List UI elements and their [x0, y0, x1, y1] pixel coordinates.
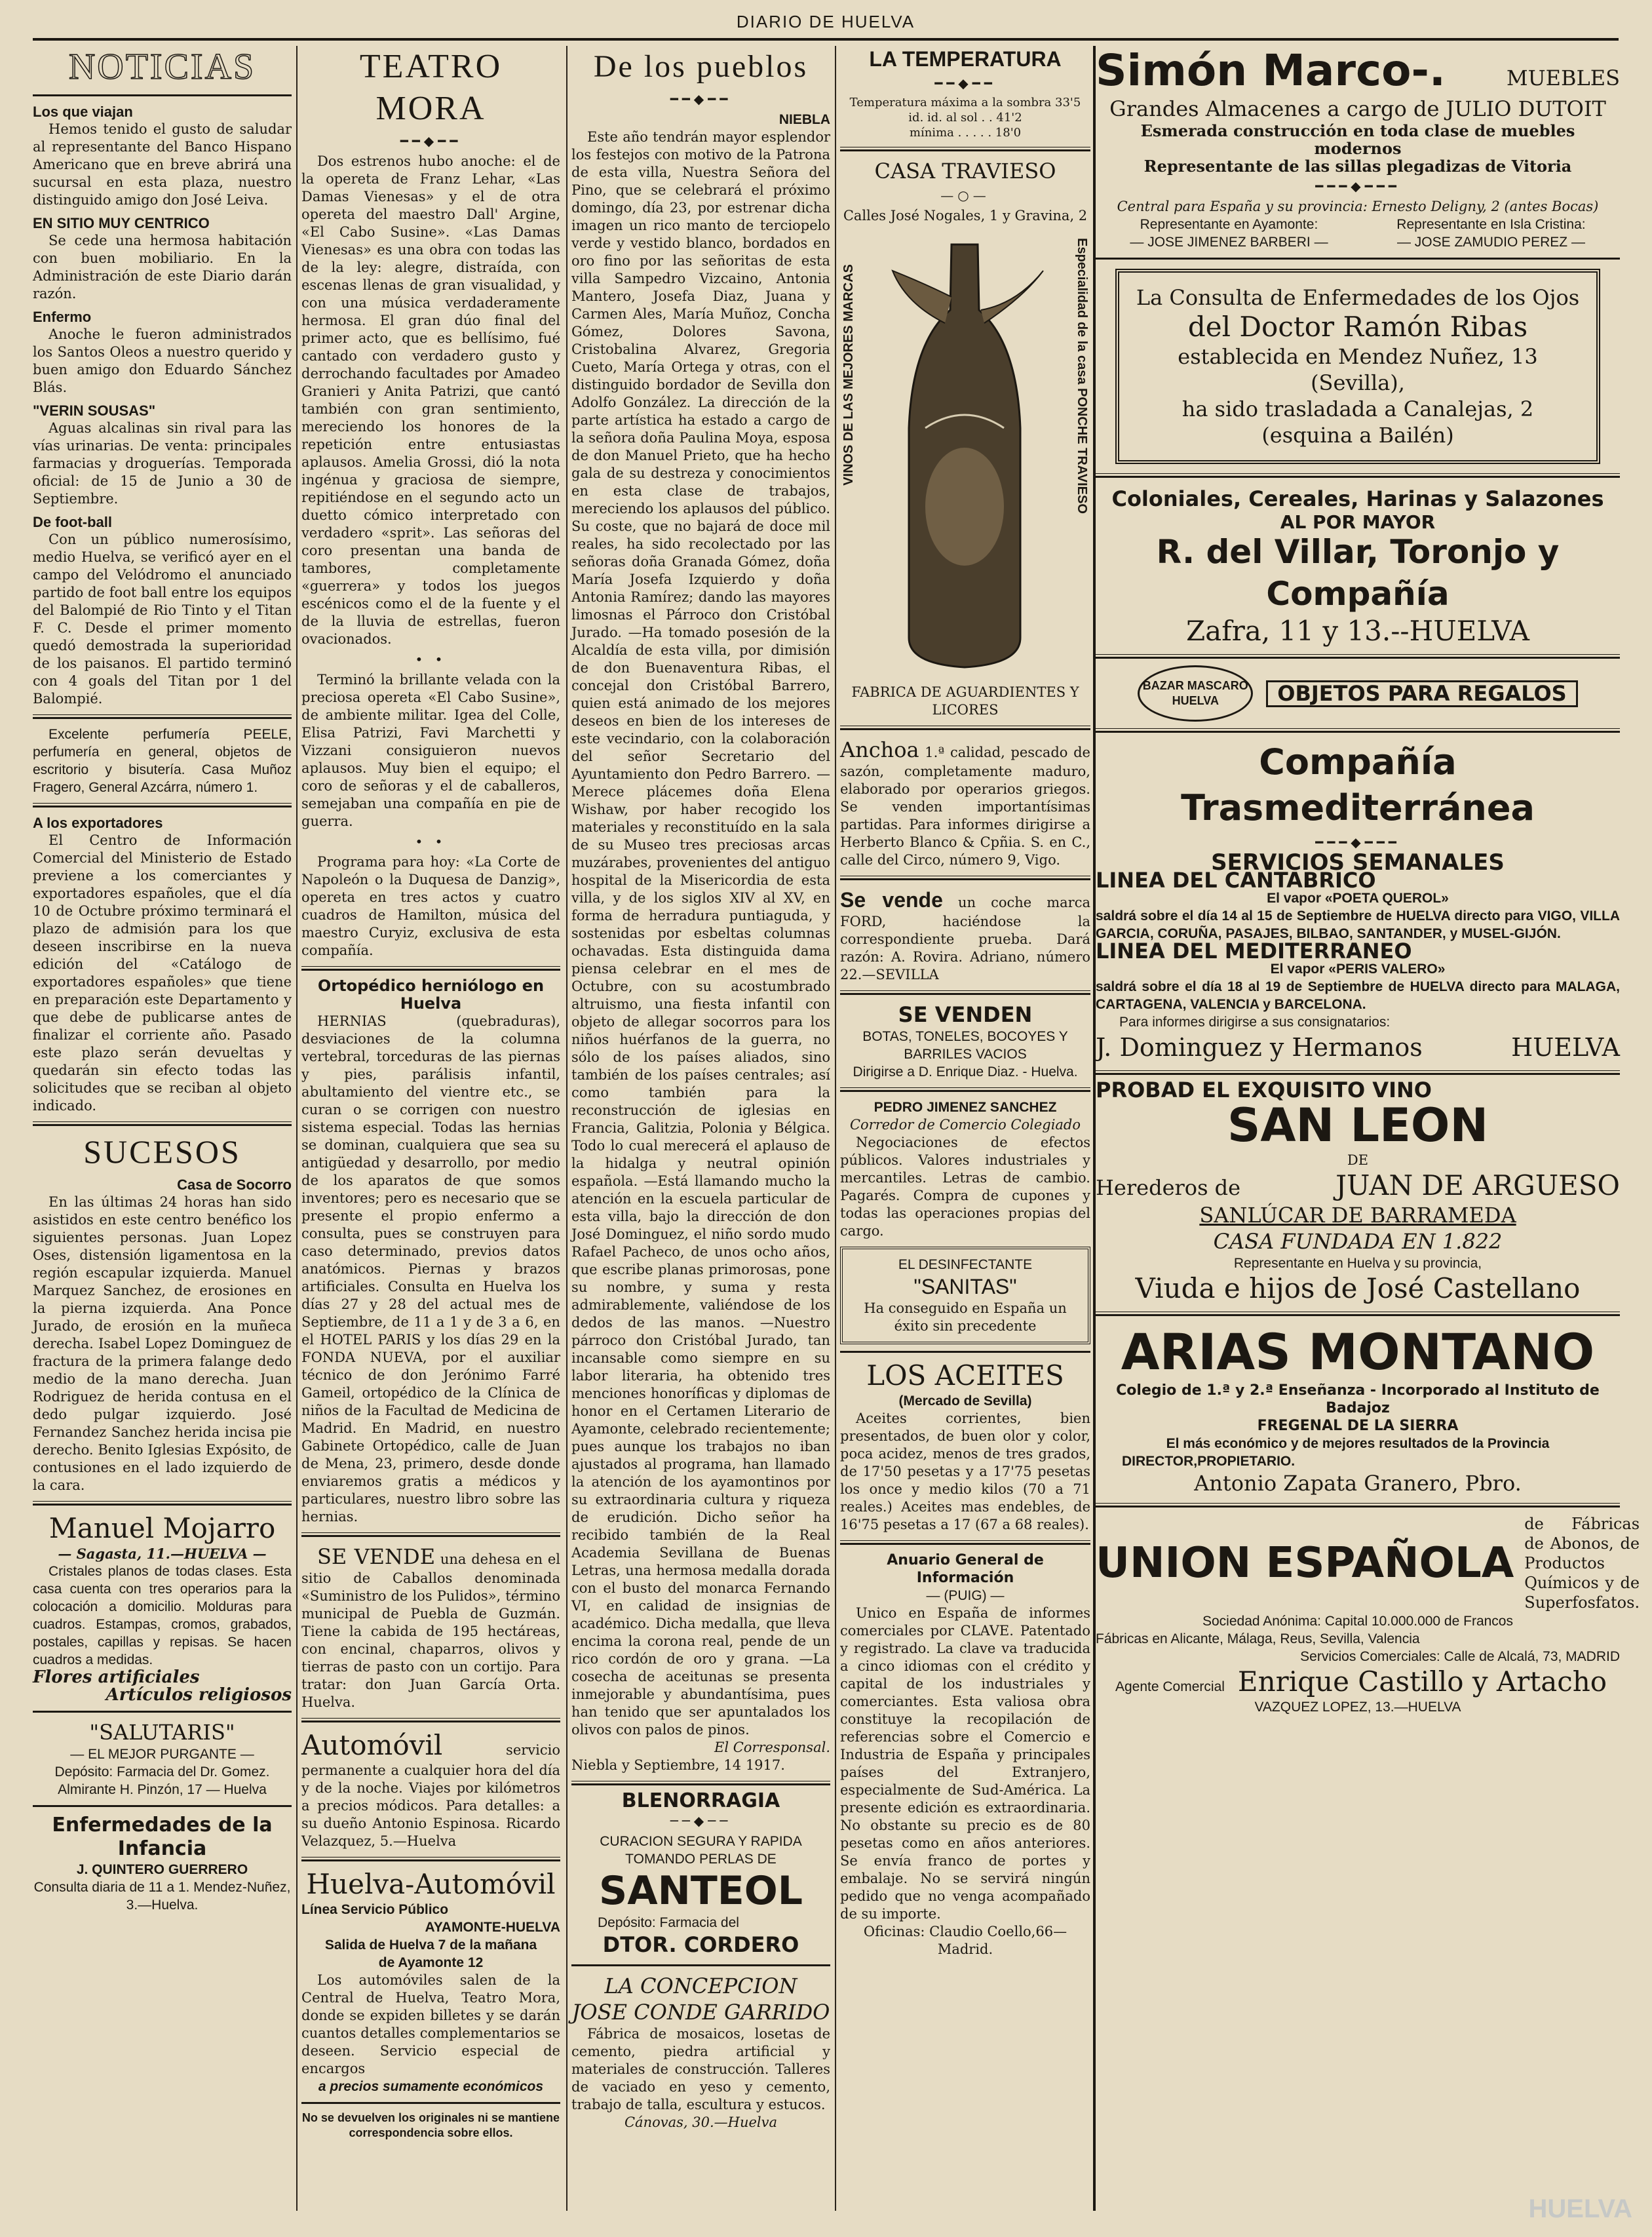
villar-address: Zafra, 11 y 13.--HUELVA — [1185, 615, 1530, 647]
divider — [840, 1351, 1090, 1353]
divider — [33, 1121, 292, 1126]
cantabrico-text: saldrá sobre el día 14 al 15 de Septiembre de HUELVA directo para VIGO, VILLA GARCIA, CORUÑA, PASAJES, BILBAO, SANTANDER, y MUSEL-GIJÓN. — [1096, 908, 1620, 941]
conde-text: Fábrica de mosaicos, losetas de cemento, piedra artificial y materiales de construcción. Talleres de vaciado en yeso y cemento, trabajo de talla, escultura y estucos. — [571, 2026, 830, 2112]
ornament: ━━━◆━━━ — [1315, 834, 1400, 850]
pueblos-date: Niebla y Septiembre, 14 1917. — [571, 1757, 785, 1773]
ribas-ad — [1115, 269, 1600, 464]
rep-ayamonte-name: — JOSE JIMENEZ BARBERI — — [1130, 235, 1328, 250]
mojarro-name: Manuel Mojarro — [48, 1512, 276, 1544]
simon-marco-name: Simón Marco-. — [1096, 45, 1446, 96]
vende-heading: SE VENDE — [317, 1544, 436, 1569]
divider — [301, 1718, 560, 1722]
column-rule — [835, 46, 836, 2211]
consignatarios-label: Para informes dirigirse a sus consignatarios: — [1119, 1015, 1391, 1030]
automovil-text: servicio permanente a cualquier hora del día y de la noche. Viajes por kilómetros a precios módicos. Para detalles: a su dueño Antonio Espinosa. Ricardo Velazquez, 5.—Huelva — [301, 1742, 560, 1849]
divider — [1096, 728, 1620, 733]
news-text: Hemos tenido el gusto de saludar al representante del Banco Hispano Americano que en breve abrirá una sucursal en esta plaza, nuestro distinguido amigo don José Leiva. — [33, 121, 292, 208]
se-venden-text: BOTAS, TONELES, BOCOYES Y BARRILES VACIOS — [862, 1029, 1068, 1062]
news-text: Anoche le fueron administrados los Santos Oleos a nuestro querido y buen amigo don Eduardo Sánchez Blás. — [33, 326, 292, 395]
pedro-title: Corredor de Comercio Colegiado — [849, 1117, 1081, 1133]
news-item — [33, 402, 292, 508]
rep-ayamonte-label: Representante en Ayamonte: — [1140, 217, 1318, 232]
temperatura-line-1: Temperatura máxima a la sombra 33'5 — [849, 96, 1081, 109]
dominguez-city: HUELVA — [1511, 1033, 1620, 1062]
sanitas-line-1: EL DESINFECTANTE — [898, 1257, 1033, 1272]
se-venden-contact: Dirigirse a D. Enrique Diaz. - Huelva. — [853, 1064, 1078, 1080]
cordero-name: DTOR. CORDERO — [602, 1932, 799, 1957]
vende-text: una dehesa en el sitio de Caballos denominada «Suministro de los Pulidos», término municipal de Puebla de Guzmán. Tiene la cabida de 195 hectáreas, con encinal, chaparros, olivos y tierras de pasto con un cortijo. Para tratar: don Juan García Orta. Huelva. — [301, 1551, 561, 1710]
blenorragia-line-2: TOMANDO PERLAS DE — [625, 1852, 777, 1867]
salutaris-title: "SALUTARIS" — [89, 1720, 235, 1745]
salutaris-deposit: Depósito: Farmacia del Dr. Gomez. Almirante H. Pinzón, 17 — Huelva — [54, 1764, 270, 1797]
rep-isla-label: Representante en Isla Cristina: — [1396, 217, 1586, 232]
column-rule — [296, 46, 298, 2211]
ribas-line-2: del Doctor Ramón Ribas — [1187, 311, 1528, 343]
column-rule — [566, 46, 567, 2211]
sanitas-ad — [840, 1247, 1090, 1344]
pueblos-place: NIEBLA — [778, 112, 830, 127]
sanitas-line-2: Ha conseguido en España un éxito sin precedente — [864, 1300, 1067, 1334]
simon-line-1: Grandes Almacenes a cargo de JULIO DUTOIT — [1109, 96, 1606, 121]
ornament: • • — [415, 652, 447, 667]
bazar-city: HUELVA — [1172, 694, 1219, 707]
huelva-automovil-text: Los automóviles salen de la Central de Huelva, Teatro Mora, donde se expiden billetes y se darán cuantos detalles complementarios se deseen. Servicio especial de encargos — [301, 1972, 560, 2076]
huelva-automovil-title: Huelva-Automóvil — [306, 1868, 556, 1900]
temperatura-line-3: mínima . . . . . 18'0 — [909, 126, 1022, 140]
sucesos-subtitle: Casa de Socorro — [177, 1177, 292, 1193]
divider — [33, 1711, 292, 1713]
divider — [571, 1964, 830, 1966]
divider — [1096, 1070, 1620, 1075]
fundada-label: CASA FUNDADA EN 1.822 — [1213, 1229, 1503, 1254]
travieso-title: CASA TRAVIESO — [874, 159, 1056, 184]
column-noticias — [33, 46, 292, 2217]
mojarro-flores: Flores artificiales — [33, 1667, 200, 1687]
anuario-address: Oficinas: Claudio Coello,66—Madrid. — [863, 1924, 1067, 1957]
huelva-automovil-sub: Línea Servicio Público — [301, 1902, 449, 1917]
ortopedico-text: HERNIAS (quebraduras), desviaciones de la columna vertebral, torceduras de las piernas y pies, parálisis infantil, abultamiento del vientre etc., se curan o se corrigen con nuestro sistema especial. Todas las hernias se dominan, cualquiera que sea su antigüedad y desarrollo, por medio de los aparatos de que somos inventores; pero es necesario que se presente el propio enfermo a consulta, pues se construyen para caso determinado, previos datos anatómicos. Piernas y brazos artificiales. Consulta en Huelva los días 27 y 28 del actual mes de Septiembre, de 11 a 1 y de 3 a 6, en el HOTEL PARIS y los días 29 en la FONDA NUEVA, por el auxiliar técnico de don Jerónimo Farré Gameil, ortopédico de la Clínica de niños de la Facultad de Medicina de Madrid. En Madrid, en nuestro Gabinete Ortopédico, calle de Juan de Mena, 23, primero, desde donde enviaremos gratis a médicos y particulares, nuestro libro sobre las hernias. — [301, 1013, 560, 1525]
column-ads-right — [1096, 45, 1640, 2217]
divider — [1096, 258, 1620, 260]
divider — [33, 1805, 292, 1807]
news-heading: De foot-ball — [33, 514, 112, 530]
mediterraneo-title: LINEA DEL MEDITERRANEO — [1096, 939, 1412, 963]
news-item — [33, 214, 292, 303]
conde-address: Cánovas, 30.—Huelva — [624, 2114, 778, 2130]
union-espanola-text: de Fábricas de Abonos, de Productos Químicos y de Superfosfatos. — [1524, 1515, 1640, 1612]
arias-line-1: Colegio de 1.ª y 2.ª Enseñanza - Incorporado al Instituto de Badajoz — [1116, 1382, 1600, 1416]
divider — [840, 1540, 1090, 1545]
cantabrico-vessel: El vapor «POETA QUEROL» — [1267, 891, 1449, 906]
news-item — [33, 103, 292, 209]
sucesos-title: SUCESOS — [83, 1133, 241, 1170]
column-teatro — [301, 46, 560, 2217]
exporters-heading: A los exportadores — [33, 815, 163, 831]
rep-huelva-label: Representante en Huelva y su provincia, — [1233, 1256, 1482, 1271]
originals-notice: No se devuelven los originales ni se mantiene correspondencia sobre ellos. — [301, 2111, 560, 2139]
divider — [840, 876, 1090, 880]
sanlucar-label: SANLÚCAR DE BARRAMEDA — [1199, 1203, 1516, 1228]
anchoa-text: 1.ª calidad, pescado de sazón, completamente maduro, elaborado por operarios griegos. Se venden importantísimas partidas. Para informes dirigirse a Herberto Blanco & Cpñia. S. en C., calle del Circo, número 9, Vigo. — [840, 745, 1090, 868]
ornament: • • — [415, 834, 447, 849]
divider — [1096, 1503, 1620, 1508]
union-servicios: Servicios Comerciales: Calle de Alcalá, 73, MADRID — [1300, 1649, 1620, 1664]
divider — [301, 2102, 560, 2104]
blenorragia-line-1: CURACION SEGURA Y RAPIDA — [600, 1834, 802, 1849]
ornament: —○— — [940, 187, 990, 203]
news-heading: Enfermo — [33, 309, 92, 325]
ortopedico-title: Ortopédico herniólogo en Huelva — [317, 977, 545, 1013]
simon-line-2: Esmerada construcción en toda clase de muebles modernos — [1140, 121, 1575, 158]
sanitas-name: "SANITAS" — [913, 1275, 1017, 1298]
argueso-row — [1096, 1169, 1620, 1202]
bottle-icon — [866, 231, 1063, 677]
divider — [1096, 1312, 1620, 1316]
travieso-vertical-left: VINOS DE LAS MEJORES MARCAS — [841, 264, 856, 486]
se-vende-heading: Se vende — [840, 888, 943, 912]
automovil-heading: Automóvil — [301, 1729, 443, 1761]
union-capital: Sociedad Anónima: Capital 10.000.000 de Francos — [1202, 1614, 1513, 1629]
bazar-ad — [1096, 665, 1620, 722]
castillo-name: Enrique Castillo y Artacho — [1237, 1665, 1607, 1698]
simon-reps — [1096, 216, 1620, 251]
exporters-text: El Centro de Información Comercial del Ministerio de Estado previene a los comerciantes y exportadores españoles, que el día 10 de Octubre próximo terminará el plazo de admisión para los que deseen inscribirse en la nueva edición del «Catálogo de exportadores españoles» que tiene en preparación este Departamento y que debe de publicarse antes de finalizar el corriente año. Pasado este plazo serán devueltas y quedarán sin efecto todas las solicitudes que se reciban al objeto indicado. — [33, 832, 292, 1114]
aceites-text: Aceites corrientes, bien presentados, de buen olor y color, poca acidez, menos de tres grados, de 17'50 pesetas y a 17'75 pesetas los once y medio kilos (70 a 71 reales.) Aceites mas endebles, de 16'75 pesetas a 17 (67 a 68 reales). — [840, 1410, 1090, 1532]
simon-marco-ad — [1096, 46, 1620, 96]
blenorragia-title: BLENORRAGIA — [621, 1789, 780, 1812]
divider — [301, 1857, 560, 1861]
news-heading: EN SITIO MUY CENTRICO — [33, 215, 210, 231]
trasmediterranea-name: Compañía Trasmediterránea — [1181, 741, 1535, 828]
conde-name: JOSE CONDE GARRIDO — [571, 2000, 830, 2025]
coloniales-title: Coloniales, Cereales, Harinas y Salazones — [1111, 486, 1604, 511]
huelva-automovil-departure-1: Salida de Huelva 7 de la mañana — [324, 1937, 537, 1953]
anuario-title: Anuario General de Información — [887, 1552, 1044, 1586]
coloniales-sub: AL POR MAYOR — [1280, 511, 1436, 533]
teatro-title: TEATRO MORA — [359, 48, 503, 127]
mediterraneo-text: saldrá sobre el día 18 al 19 de Septiembre de HUELVA directo para MALAGA, CARTAGENA, VALENCIA y BARCELONA. — [1096, 979, 1620, 1012]
divider — [33, 714, 292, 719]
santeol-deposit: Depósito: Farmacia del — [598, 1915, 739, 1930]
noticias-title: NOTICIAS — [68, 47, 256, 87]
mojarro-address: — Sagasta, 11.—HUELVA — — [58, 1546, 267, 1562]
archive-watermark: HUELVA — [1528, 2194, 1632, 2223]
union-espanola-name: UNION ESPAÑOLA — [1096, 1539, 1514, 1587]
cantabrico-title: LINEA DEL CANTABRICO — [1096, 868, 1376, 893]
arias-director-name: Antonio Zapata Granero, Pbro. — [1194, 1471, 1522, 1496]
divider — [33, 94, 292, 96]
ornament: ━━◆━━ — [400, 133, 462, 149]
anchoa-heading: Anchoa — [840, 737, 919, 762]
divider — [33, 803, 292, 807]
argueso-name: JUAN DE ARGUESO — [1335, 1169, 1620, 1201]
infancia-doctor: J. QUINTERO GUERRERO — [76, 1862, 248, 1877]
temperatura-line-2: id. id. al sol . . 41'2 — [908, 111, 1022, 125]
divider — [571, 1781, 830, 1785]
santeol-name: SANTEOL — [598, 1868, 803, 1914]
ribas-line-1: La Consulta de Enfermedades de los Ojos — [1136, 285, 1580, 310]
arias-line-3: El más económico y de mejores resultados de la Provincia — [1166, 1436, 1550, 1451]
castillo-row — [1096, 1665, 1620, 1698]
se-venden-title: SE VENDEN — [898, 1002, 1033, 1027]
divider — [840, 726, 1090, 730]
news-item — [33, 308, 292, 397]
temperatura-title: LA TEMPERATURA — [869, 47, 1062, 71]
travieso-vertical-right: Especialidad de la casa PONCHE TRAVIESO — [1075, 238, 1089, 514]
pueblos-signature: El Corresponsal. — [714, 1740, 830, 1755]
bazar-logo — [1138, 665, 1253, 722]
divider — [840, 990, 1090, 995]
salutaris-subtitle: — EL MEJOR PURGANTE — — [70, 1747, 254, 1762]
herederos-label: Herederos de — [1096, 1175, 1241, 1200]
divider — [33, 1501, 292, 1506]
viuda-name: Viuda e hijos de José Castellano — [1135, 1272, 1581, 1304]
mojarro-articulos: Artículos religiosos — [106, 1685, 292, 1705]
pedro-name: PEDRO JIMENEZ SANCHEZ — [874, 1100, 1057, 1115]
teatro-text-3: Programa para hoy: «La Corte de Napoleón o la Duquesa de Danzig», opereta en tres actos y cuatro cuadros de Hamilton, música del maestro Curyiz, exclusiva de esta compañía. — [301, 854, 560, 958]
news-item — [33, 513, 292, 708]
sucesos-text: En las últimas 24 horas han sido asistidos en este centro benéfico los siguientes personas. Juan Lopez Oses, distensión ligamentosa en la región escapular izquierda. Manuel Marquez Sanchez, de erosiones en la pierna izquierda. Ana Ponce Jurado, de erosión en la muñeca derecha. Isabel Lopez Dominguez de fractura de la primera falange dedo medio de la mano derecha. Juan Rodriguez de herida contusa en el dedo pulgar izquierdo. José Fernandez Sanchez herida incisa pie derecho. Benito Iglesias Expósito, de contusiones en el lado izquierdo de la cara. — [33, 1194, 292, 1493]
fabrica-text: FABRICA DE AGUARDIENTES Y LICORES — [851, 684, 1079, 718]
probad-title: PROBAD EL EXQUISITO VINO — [1096, 1078, 1432, 1102]
huelva-automovil-departure-2: de Ayamonte 12 — [378, 1955, 484, 1970]
dominguez-name: J. Dominguez y Hermanos — [1096, 1033, 1423, 1062]
infancia-title: Enfermedades de la Infancia — [52, 1814, 273, 1860]
aceites-title: LOS ACEITES — [866, 1359, 1064, 1391]
anuario-text: Unico en España de informes comerciales por CLAVE. Patentado y registrado. La clave va traducida a cinco idiomas con el crédito y capital de los industriales y comerciantes. Esta valiosa obra constituye la recopilación de referencias sobre el Comercio e Industria de España y principales países del Extranjero, especialmente de Sud-América. La presente edición es extraordinaria. No obstante su precio es de 80 pesetas como en años anteriores. Se envía franco de portes y embalaje. No se servirá ningún pedido que no venga acompañado de su importe. — [840, 1605, 1090, 1922]
pueblos-text: Este año tendrán mayor esplendor los festejos con motivo de la Patrona de esta villa, Nuestra Señora del Pino, que se celebrará el próximo domingo, día 23, por estrenar dicha imagen un rico manto de terciopelo verde y vestido blanco, bordados en oro fino por las señoritas de esta villa Sampedro Vizcaino, Antonia Mantero, Josefa Diaz, Juana y Carmen Ales, María Muñoz, Concha Gómez, Dolores Savona, Cristobalina Alvarez, Gregoria Cueto, María Ortega y otras, con el distinguido bordador de Sevilla don Adolfo González. La dirección de la parte artística ha estado a cargo de la señora doña Paulina Moya, esposa de don Manuel Prieto, que ha hecho gala de su destreza y conocimientos en esta clase de trabajos, mereciendo los aplausos del público. Su coste, que no bajará de doce mil reales, ha sido recolectado por las señoras doña Granada Gómez, doña María Josefa Izquierdo y doña Antonia Ramírez; dando las mayores limosnas el Párroco don Cristóbal Jurado. —Ha tomado posesión de la Alcaldía de esta villa, por dimisión de don Buenaventura Ribas, el concejal don Cristóbal Barrero, quien está animado de los mejores deseos en bien de los intereses de este vecindario, con la colaboración del señor Secretario del Ayuntamiento don Pedro Barrero. —Merece plácemes doña Elena Wishaw, por haber recogido los materiales y reconstituído en la sala de su Museo tres preciosas arcas muzárabes, provenientes del antiguo hospital de la Misericordia de esta villa, y de los siglos XIV al XV, en forma de herradura puntiaguda, y sostenidas por esbeltas columnas ochavadas. Esta distinguida dama piensa celebrar en el mes de Octubre, con su acostumbrado altruismo, una fiesta infantil con objeto de allegar socorros para los niños huérfanos de la guerra, no sólo de los países aliados, sino también de los países centrales; así como también para la reconstrucción de iglesias en Francia, Galitzia, Polonia y Bélgica. Todo lo cual merecerá el aplauso de la hidalga y neutral opinión española. —Está llamando mucho la atención en la escuela particular de esta villa, bajo la dirección de don José Dominguez, el niño sordo mudo Rafael Pacheco, de unos ocho años, que escribe planas primorosas, pone su nombre, y suma y resta admirablemente, valiéndose de los dedos de las manos. —Nuestro párroco don Cristóbal Jurado, tan incansable como siempre en su labor literaria, ha obtenido tres menciones honoríficas y diplomas de honor en el Certamen Literario de Ayamonte, celebrado recientemente; pues aunque los trabajos no iban ajustados al programa, han llamado la atención de los ayamontinos por su extraordinaria cultura y riqueza de erudición. Dicho señor ha recibido también de la Real Academia Sevillana de Buenas Letras, una hermosa medalla dorada con el busto del monarca Fernando VI, en calidad de insignias de académico. Dicha medalla, que lleva encima la corona real, pende de un rico cordón de oro y grana. —La cosecha de aceitunas se presenta inmejorable y abundantísima, pues han tenido que ser apuntalados los olivos con palos de pinos. — [571, 129, 830, 1738]
pueblos-title: De los pueblos — [593, 49, 809, 84]
ribas-line-5: (esquina a Bailén) — [1261, 423, 1454, 448]
bazar-name: BAZAR MASCARO — [1142, 679, 1248, 692]
ribas-line-4: ha sido trasladada a Canalejas, 2 — [1181, 397, 1534, 421]
ribas-line-3: establecida en Mendez Nuñez, 13 (Sevilla), — [1178, 344, 1538, 395]
mediterraneo-vessel: El vapor «PERIS VALERO» — [1270, 962, 1446, 977]
regalos-label: OBJETOS PARA REGALOS — [1266, 680, 1577, 707]
ornament: ━━━◆━━━ — [1315, 178, 1400, 194]
infancia-text: Consulta diaria de 11 a 1. Mendez-Nuñez, 3.—Huelva. — [33, 1880, 291, 1913]
servicios-title: SERVICIOS SEMANALES — [1211, 849, 1505, 876]
divider — [840, 1087, 1090, 1092]
news-text: Con un público numerosísimo, medio Huelva, se verificó ayer en el campo del Velódromo el anunciado partido de foot ball entre los equipos del Balompié de Rio Tinto y el Titan F. C. Desde el primer momento quedó demostrada la superioridad de los paisanos. El partido terminó con 4 goals del Titan por 1 del Balompié. — [33, 532, 292, 707]
divider — [840, 147, 1090, 151]
ornament: ━━◆━━ — [670, 91, 732, 107]
san-leon-name: SAN LEON — [1227, 1099, 1489, 1152]
arias-montano-name: ARIAS MONTANO — [1121, 1323, 1595, 1381]
union-row — [1096, 1514, 1640, 1612]
anuario-subtitle: — (PUIG) — — [926, 1588, 1005, 1603]
perfume-ad: Excelente perfumería PEELE, perfumería en general, objetos de escritorio y bisutería. Casa Muñoz Fragero, General Azcárra, número 1. — [33, 727, 292, 795]
huelva-automovil-route: AYAMONTE-HUELVA — [425, 1920, 560, 1935]
pedro-text: Negociaciones de efectos públicos. Valores industriales y mercantiles. Letras de cambio. Pagarés. Compra de cupones y todas las operaciones propias del cargo. — [840, 1135, 1090, 1239]
union-fabricas: Fábricas en Alicante, Málaga, Reus, Sevilla, Valencia — [1096, 1631, 1420, 1646]
travieso-illustration — [840, 225, 1090, 684]
teatro-text-1: Dos estrenos hubo anoche: el de la opereta de Franz Lehar, «Las Damas Vienesas» y el de otra opereta del maestro Dall' Argine, «El Cabo Susine». «Las Damas Vienesas» es una obra con todas las de la ley: alegre, distraída, con escenas llenas de gran visualidad, y con una música verdaderamente hermosa. El gran dúo final del primer acto, que es bellísimo, fué cantado con verdadero gusto y derrochando facultades por Amadeo Granieri y Anita Patrizi, que cantó también con gran sentimiento, mereciendo los honores de la repetición entre entusiastas aplausos. Amelia Grossi, dió la nota ingénua y graciosa de siempre, repitiéndose en el segundo acto un duetto cómico interpretado con verdadero «sprit». Las señoras del coro presentan una banda de tambores, completamente «guerrera» y todos los juegos escénicos como el de la fuente y el de la lluvia de estrellas, fueron ovacionados. — [301, 153, 560, 647]
news-heading: Los que viajan — [33, 104, 133, 120]
divider — [1096, 654, 1620, 659]
dominguez-row — [1096, 1031, 1620, 1064]
divider — [301, 1532, 560, 1537]
huelva-automovil-prices: a precios sumamente económicos — [318, 2079, 544, 2094]
news-text: Se cede una hermosa habitación con buen mobiliario. En la Administración de este Diario darán razón. — [33, 233, 292, 302]
news-text: Aguas alcalinas sin rival para las vías urinarias. De venta: principales farmacias y droguerías. Temporada oficial: de 15 de Junio a 30 de Septiembre. — [33, 420, 292, 507]
rep-isla-name: — JOSE ZAMUDIO PEREZ — — [1396, 235, 1585, 250]
teatro-text-2: Terminó la brillante velada con la preciosa opereta «El Cabo Susine», de ambiente militar. Igea del Colle, Elisa Patrizi, Favi Marchetti y Vizzani consiguieron nuevos aplausos. Muy bien el equipo; el coro de señoras y el de caballeros, semejaban una compañía en pie de guerra. — [301, 672, 560, 829]
mojarro-text: Cristales planos de todas clases. Esta casa cuenta con tres operarios para la colocación a domicilio. Molduras para cuadros. Estampas, cromos, grabados, postales, capillas y repisas. Se hacen cuadros a medidas. — [33, 1564, 292, 1667]
castillo-address: VAZQUEZ LOPEZ, 13.—HUELVA — [1254, 1700, 1461, 1715]
ornament: ━━◆━━ — [934, 75, 996, 91]
villar-name: R. del Villar, Toronjo y Compañía — [1156, 533, 1560, 613]
concepcion-title: LA CONCEPCION — [604, 1974, 797, 1998]
de-label: DE — [1347, 1152, 1369, 1168]
arias-line-2: FREGENAL DE LA SIERRA — [1257, 1418, 1459, 1434]
se-vende-text: un coche marca FORD, haciéndose la correspondiente prueba. Dará razón: A. Rovira. Adriano, número 22.—SEVILLA — [840, 895, 1090, 982]
agente-label: Agente Comercial — [1115, 1679, 1225, 1694]
arias-director-label: DIRECTOR,PROPIETARIO. — [1122, 1454, 1296, 1469]
aceites-subtitle: (Mercado de Sevilla) — [898, 1393, 1032, 1409]
travieso-address: Calles José Nogales, 1 y Gravina, 2 — [843, 208, 1088, 224]
masthead: DIARIO DE HUELVA — [33, 12, 1619, 41]
divider — [1096, 473, 1620, 478]
muebles-label: MUEBLES — [1506, 66, 1620, 90]
simon-line-3: Representante de las sillas plegadizas de Vitoria — [1143, 157, 1572, 176]
divider — [301, 966, 560, 971]
simon-central: Central para España y su provincia: Ernesto Deligny, 2 (antes Bocas) — [1117, 199, 1599, 214]
column-pueblos — [571, 46, 830, 2217]
column-ads-middle — [840, 46, 1090, 2217]
news-heading: "VERIN SOUSAS" — [33, 402, 156, 419]
ornament: ──◆── — [670, 1813, 732, 1829]
